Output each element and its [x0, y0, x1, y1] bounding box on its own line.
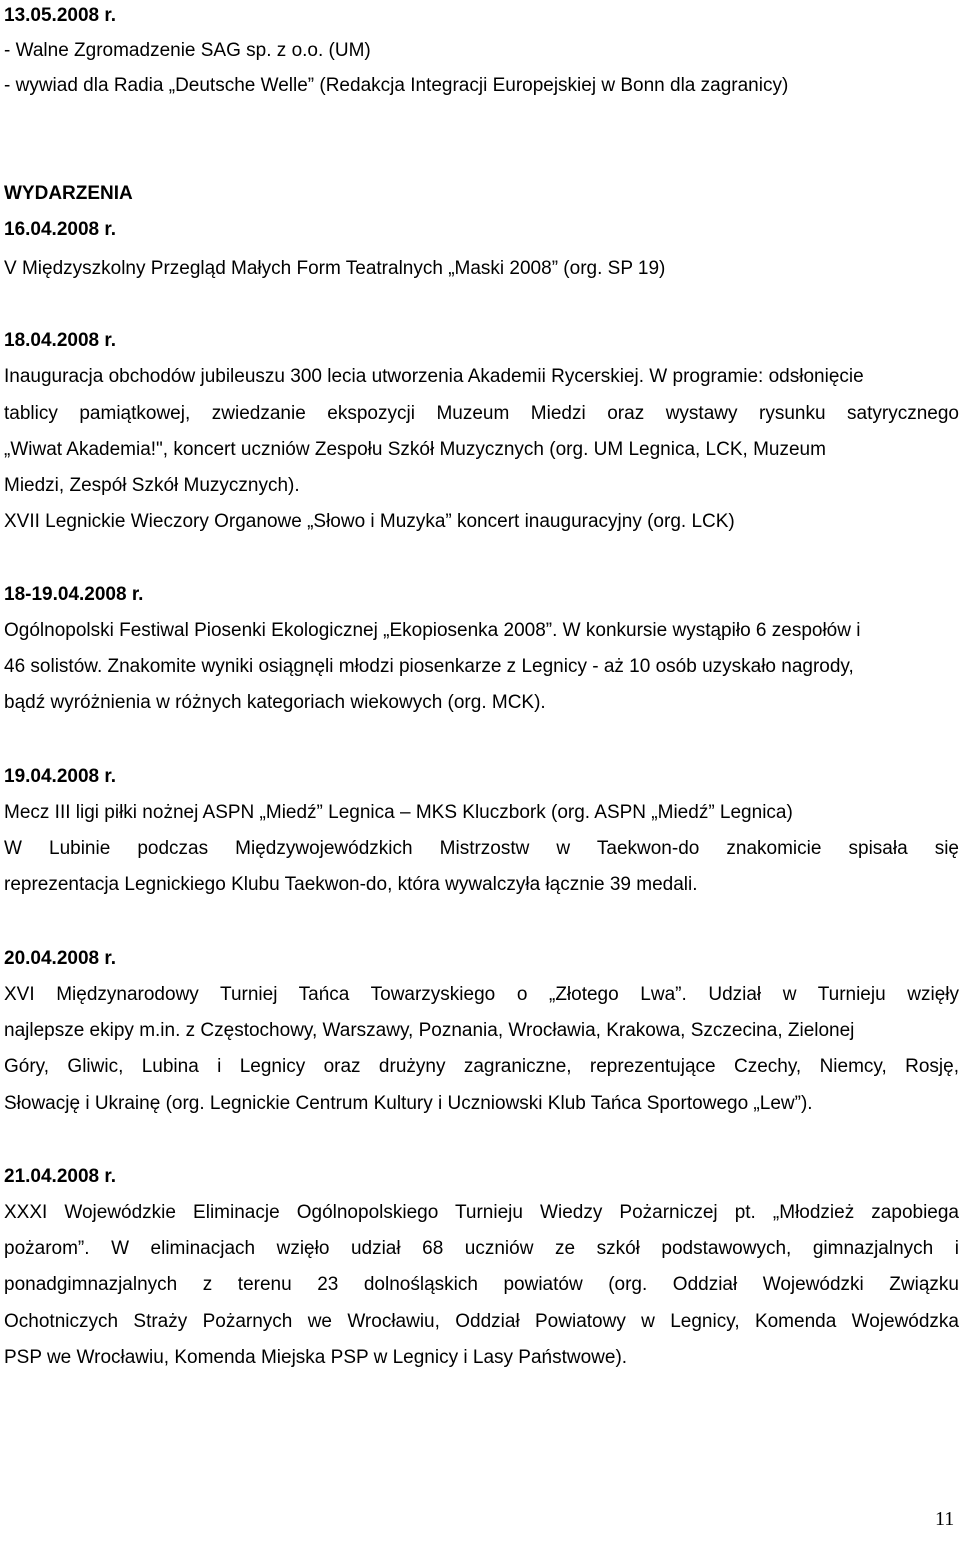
date-heading: 21.04.2008 r. [4, 1166, 116, 1187]
text-line: Słowację i Ukrainę (org. Legnickie Centrum Kultury i Uczniowski Klub Tańca Sportowego „Lew”). [4, 1093, 813, 1114]
text-line: V Międzyszkolny Przegląd Małych Form Teatralnych „Maski 2008” (org. SP 19) [4, 258, 666, 279]
date-heading: 16.04.2008 r. [4, 219, 116, 240]
text-line: XVII Legnickie Wieczory Organowe „Słowo i Muzyka” koncert inauguracyjny (org. LCK) [4, 511, 735, 532]
text-line: Miedzi, Zespół Szkół Muzycznych). [4, 475, 300, 496]
text-line: bądź wyróżnienia w różnych kategoriach wiekowych (org. MCK). [4, 692, 546, 713]
date-heading: 18-19.04.2008 r. [4, 584, 144, 605]
date-heading: 13.05.2008 r. [4, 5, 116, 26]
text-line: Góry, Gliwic, Lubina i Legnicy oraz drużyny zagraniczne, reprezentujące Czechy, Niemcy, Rosję, [4, 1056, 959, 1077]
text-line: Mecz III ligi piłki nożnej ASPN „Miedź” Legnica – MKS Kluczbork (org. ASPN „Miedź” Legnica) [4, 802, 793, 823]
date-heading: 20.04.2008 r. [4, 948, 116, 969]
section-heading: WYDARZENIA [4, 183, 133, 204]
text-line: ponadgimnazjalnych z terenu 23 dolnośląskich powiatów (org. Oddział Wojewódzki Związku [4, 1274, 959, 1295]
page-number: 11 [935, 1508, 955, 1530]
text-line: tablicy pamiątkowej, zwiedzanie ekspozycji Muzeum Miedzi oraz wystawy rysunku satyrycznego [4, 403, 959, 424]
date-heading: 18.04.2008 r. [4, 330, 116, 351]
text-line: Ochotniczych Straży Pożarnych we Wrocławiu, Oddział Powiatowy w Legnicy, Komenda Wojewódzka [4, 1311, 959, 1332]
text-line: XVI Międzynarodowy Turniej Tańca Towarzyskiego o „Złotego Lwa”. Udział w Turnieju wzięły [4, 984, 959, 1005]
text-line: - wywiad dla Radia „Deutsche Welle” (Redakcja Integracji Europejskiej w Bonn dla zagranicy) [4, 75, 789, 96]
text-line: „Wiwat Akademia!", koncert uczniów Zespołu Szkół Muzycznych (org. UM Legnica, LCK, Muzeum [4, 439, 826, 460]
text-line: Inauguracja obchodów jubileuszu 300 lecia utworzenia Akademii Rycerskiej. W programie: odsłonięcie [4, 366, 864, 387]
text-line: PSP we Wrocławiu, Komenda Miejska PSP w Legnicy i Lasy Państwowe). [4, 1347, 628, 1368]
text-line: W Lubinie podczas Międzywojewódzkich Mistrzostw w Taekwon-do znakomicie spisała się [4, 838, 959, 859]
text-line: Ogólnopolski Festiwal Piosenki Ekologicznej „Ekopiosenka 2008”. W konkursie wystąpiło 6 zespołów i [4, 620, 861, 641]
text-line: pożarom”. W eliminacjach wzięło udział 68 uczniów ze szkół podstawowych, gimnazjalnych i [4, 1238, 959, 1259]
date-heading: 19.04.2008 r. [4, 766, 116, 787]
text-line: reprezentacja Legnickiego Klubu Taekwon-do, która wywalczyła łącznie 39 medali. [4, 874, 698, 895]
text-line: XXXI Wojewódzkie Eliminacje Ogólnopolskiego Turnieju Wiedzy Pożarniczej pt. „Młodzież zapobiega [4, 1202, 959, 1223]
text-line: najlepsze ekipy m.in. z Częstochowy, Warszawy, Poznania, Wrocławia, Krakowa, Szczecina, Zielonej [4, 1020, 855, 1041]
text-line: - Walne Zgromadzenie SAG sp. z o.o. (UM) [4, 40, 371, 61]
text-line: 46 solistów. Znakomite wyniki osiągnęli młodzi piosenkarze z Legnicy - aż 10 osób uzyskało nagrody, [4, 656, 854, 677]
